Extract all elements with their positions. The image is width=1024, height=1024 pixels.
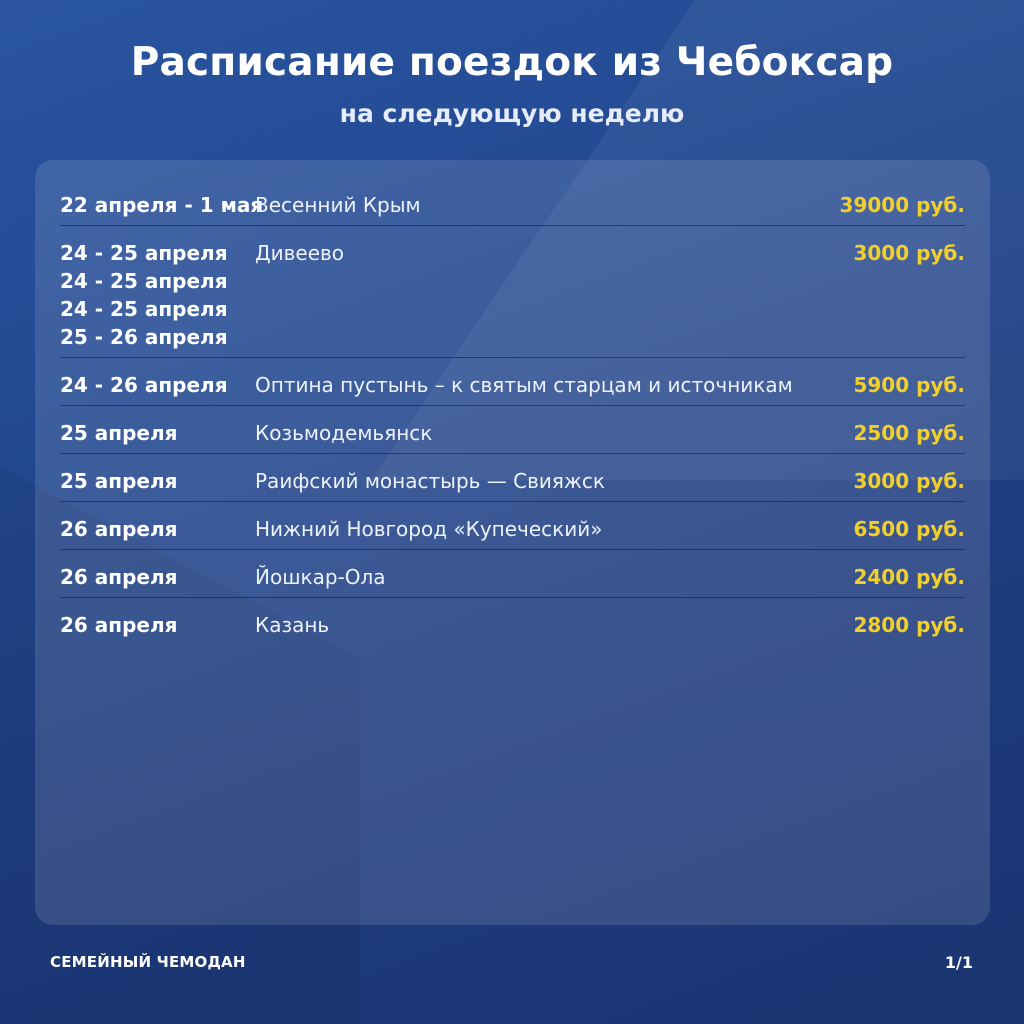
trip-destination: Козьмодемьянск	[255, 421, 433, 445]
schedule-row	[60, 188, 965, 226]
trip-dates	[60, 371, 255, 399]
schedule-row	[60, 368, 965, 406]
trip-date: 26 апреля	[60, 565, 178, 589]
schedule-row	[60, 236, 965, 358]
schedule-row	[60, 416, 965, 454]
trip-price: 3000 руб.	[853, 469, 965, 493]
trip-destination: Весенний Крым	[255, 193, 421, 217]
trip-destination: Нижний Новгород «Купеческий»	[255, 517, 603, 541]
trip-price: 2400 руб.	[853, 565, 965, 589]
schedule-row	[60, 512, 965, 550]
schedule-row	[60, 464, 965, 502]
trip-destination: Дивеево	[255, 241, 345, 265]
trip-dates	[60, 515, 255, 543]
schedule-row	[60, 560, 965, 598]
trip-date: 25 апреля	[60, 469, 178, 493]
trip-date: 26 апреля	[60, 517, 178, 541]
trip-price: 5900 руб.	[853, 373, 965, 397]
trip-date: 25 апреля	[60, 421, 178, 445]
schedule-panel	[35, 160, 990, 925]
trip-dates	[60, 239, 255, 351]
trip-date: 24 - 25 апреля	[60, 269, 228, 293]
page-subtitle: на следующую неделю	[339, 99, 685, 128]
trip-date: 25 - 26 апреля	[60, 325, 228, 349]
page-title: Расписание поездок из Чебоксар	[130, 40, 894, 85]
trip-date: 24 - 25 апреля	[60, 297, 228, 321]
trip-price: 39000 руб.	[839, 193, 965, 217]
trip-dates	[60, 191, 264, 219]
trip-dates	[60, 419, 255, 447]
trip-destination: Раифский монастырь — Свияжск	[255, 469, 606, 493]
trip-date: 22 апреля - 1 мая	[60, 193, 264, 217]
trip-date: 26 апреля	[60, 613, 178, 637]
trip-price: 6500 руб.	[853, 517, 965, 541]
trip-dates	[60, 563, 255, 591]
brand-name: СЕМЕЙНЫЙ ЧЕМОДАН	[50, 953, 246, 971]
trip-price: 2500 руб.	[853, 421, 965, 445]
trip-date: 24 - 26 апреля	[60, 373, 228, 397]
trip-price: 2800 руб.	[853, 613, 965, 637]
trip-dates	[60, 467, 255, 495]
trip-price: 3000 руб.	[853, 241, 965, 265]
trip-date: 24 - 25 апреля	[60, 241, 228, 265]
schedule-row	[60, 608, 965, 645]
trip-destination: Йошкар-Ола	[255, 565, 386, 589]
trip-destination: Казань	[255, 613, 330, 637]
schedule-list	[60, 188, 965, 655]
page-indicator: 1/1	[944, 953, 973, 972]
trip-destination: Оптина пустынь – к святым старцам и источникам	[255, 373, 793, 397]
trip-dates	[60, 611, 255, 639]
